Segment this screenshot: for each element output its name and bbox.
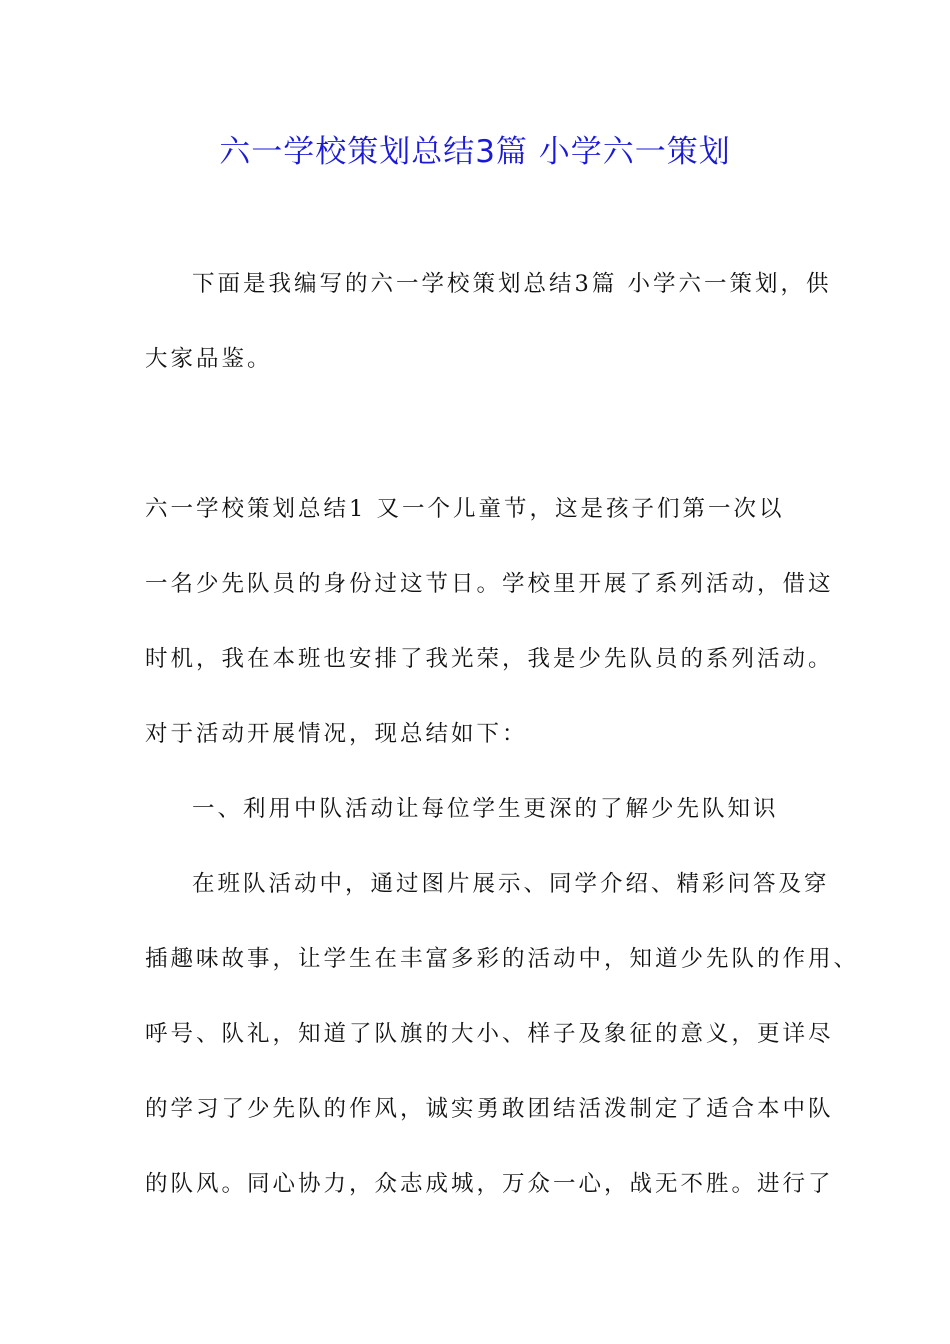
body-line-6: 插趣味故事，让学生在丰富多彩的活动中，知道少先队的作用、	[145, 946, 860, 972]
intro-line-2: 大家品鉴。	[145, 346, 273, 372]
body-line-4: 对于活动开展情况，现总结如下：	[145, 721, 528, 747]
body-line-1: 六一学校策划总结1 又一个儿童节，这是孩子们第一次以	[145, 496, 785, 522]
section-heading-1: 一、利用中队活动让每位学生更深的了解少先队知识	[192, 796, 779, 822]
intro-line-1: 下面是我编写的六一学校策划总结3篇 小学六一策划，供	[192, 271, 832, 297]
body-line-7: 呼号、队礼，知道了队旗的大小、样子及象征的意义，更详尽	[145, 1021, 834, 1047]
document-title: 六一学校策划总结3篇 小学六一策划	[219, 134, 731, 170]
body-line-8: 的学习了少先队的作风，诚实勇敢团结活泼制定了适合本中队	[145, 1096, 834, 1122]
body-line-5: 在班队活动中，通过图片展示、同学介绍、精彩问答及穿	[192, 871, 830, 897]
body-line-2: 一名少先队员的身份过这节日。学校里开展了系列活动，借这	[145, 571, 834, 597]
body-line-3: 时机，我在本班也安排了我光荣，我是少先队员的系列活动。	[145, 646, 834, 672]
body-line-9: 的队风。同心协力，众志成城，万众一心，战无不胜。进行了	[145, 1171, 834, 1197]
